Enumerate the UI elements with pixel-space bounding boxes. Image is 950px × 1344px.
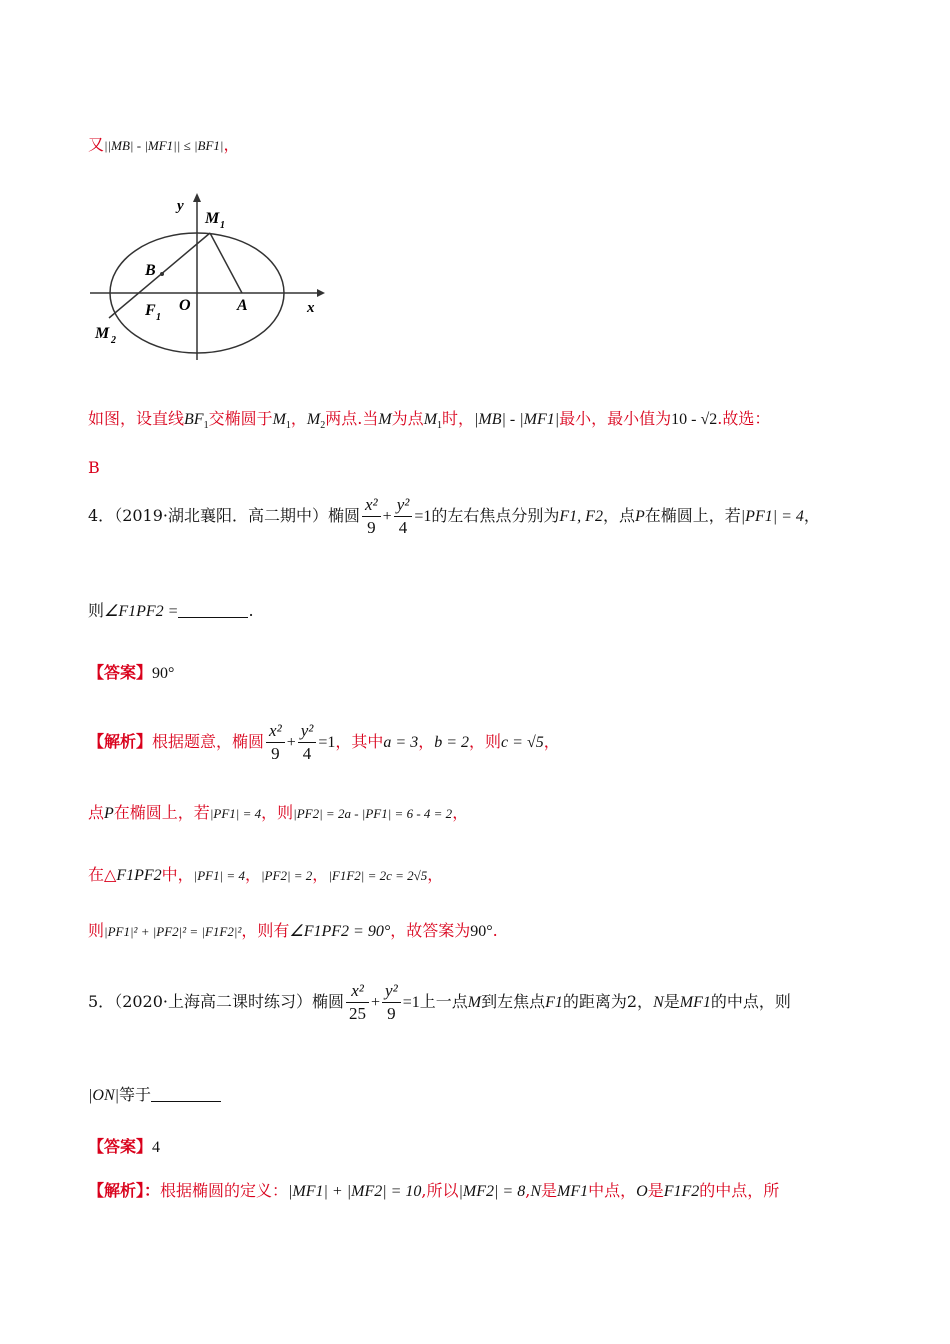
line-bf1	[109, 233, 210, 318]
text-line-2: 如图，设直线$BF_1$交椭圆于$M_1$，$M_2$两点.当M为点$M_1$时，|MB| - |MF1|最小，最小值为10 - √2.故选：	[88, 409, 771, 431]
math-m2: M	[306, 411, 321, 428]
text: 时，	[442, 409, 475, 428]
question-5: 5．（2020·上海高二课时练习）椭圆 $\frac{\text{x²}}{25}$ + $\frac{\text{y²}}{9}$ =1上一点M到左焦点F1的距离为2，N是MF1的中点，则	[88, 981, 791, 1023]
math-b: b = 2	[434, 734, 470, 751]
label-y: y	[177, 198, 184, 214]
solution-4-line-1: 【解析】根据题意，椭圆 $\frac{\text{x²}}{9}$ + $\frac{\text{y²}}{4}$ =1，其中a = 3，b = 2，则c = √5，	[88, 721, 560, 763]
math-m1-b: M	[423, 411, 438, 428]
ellipse-figure	[85, 190, 325, 365]
fraction-y2-9: $\frac{\text{y²}}{9}$	[382, 980, 401, 1025]
text: 交椭圆于	[208, 409, 273, 428]
math-foci: F1, F2	[559, 508, 603, 525]
math-bf1: BF	[184, 411, 204, 428]
text: ，点	[602, 506, 635, 525]
text: 根据题意，椭圆	[152, 732, 265, 751]
text: 的左右焦点分别为	[431, 506, 560, 525]
x-axis-arrow	[317, 289, 325, 297]
math-min-value: 10 - √2	[671, 411, 718, 428]
math-angle: ∠F1PF2 =	[104, 603, 179, 620]
answer-label: 【答案】	[88, 1137, 153, 1156]
fraction-y2-4: $\frac{\text{y²}}{4}$	[298, 720, 317, 765]
label-f1-sub: 1	[156, 312, 161, 323]
label-m1: M	[205, 210, 220, 227]
math-diff: |MB| - |MF1|	[474, 411, 560, 428]
answer-5	[88, 1134, 862, 1157]
question-source: （2019·湖北襄阳．高二期中）	[114, 506, 328, 525]
solution-4-line-2: 点P在椭圆上，若|PF1| = 4，则|PF2| = 2a - |PF1| = 6 - 4 = 2，	[88, 803, 469, 822]
question-number: 4．	[88, 506, 115, 525]
math-inequality: ||MB| - |MF1|| ≤ |BF1|	[104, 138, 224, 153]
fraction-x2-25: $\frac{\text{x²}}{25}$	[346, 980, 369, 1025]
text: .故选：	[717, 409, 771, 428]
label-b: B	[145, 262, 156, 279]
answer-blank	[151, 1087, 221, 1102]
answer-4	[88, 660, 862, 683]
text: 最小，最小值为	[559, 409, 672, 428]
text: ，	[803, 506, 820, 525]
text-line-1	[88, 132, 862, 155]
solution-label: 【解析】：	[88, 1181, 161, 1200]
text: 两点.当	[325, 409, 379, 428]
solution-label: 【解析】	[88, 732, 153, 751]
label-o: O	[179, 297, 191, 314]
label-x: x	[307, 300, 315, 316]
math-m1: M	[272, 411, 286, 428]
text: 为点	[391, 409, 424, 428]
text: 如图，设直线	[88, 409, 185, 428]
label-m2-sub: 2	[111, 335, 116, 346]
label-f1: F	[145, 302, 156, 319]
math-pf1: |PF1| = 4	[740, 508, 804, 525]
question-number: 5．	[88, 992, 115, 1011]
text-line-3	[88, 458, 862, 477]
solution-4-line-4: 则|PF1|² + |PF2|² = |F1F2|²，则有∠F1PF2 = 90°，故答案为90°.	[88, 921, 498, 940]
text: .	[248, 601, 254, 620]
text: 在椭圆上，若	[644, 506, 741, 525]
label-a: A	[237, 297, 248, 314]
point-b	[160, 272, 164, 276]
line-m1a	[210, 233, 242, 293]
math-m: M	[378, 411, 392, 428]
fraction-y2-4: $\frac{\text{y²}}{4}$	[394, 494, 413, 539]
text: 椭圆	[328, 506, 361, 525]
question-4-line-2	[88, 598, 862, 621]
answer-value: 90°	[152, 665, 175, 682]
choice-answer: B	[88, 458, 100, 477]
label-m1-sub: 1	[220, 220, 225, 231]
answer-value: 4	[152, 1139, 161, 1156]
text: ，	[223, 135, 240, 154]
answer-blank	[178, 603, 248, 618]
text: 又	[88, 135, 105, 154]
fraction-x2-9: $\frac{\text{x²}}{9}$	[266, 720, 285, 765]
text: ，	[290, 409, 307, 428]
question-source: （2020·上海高二课时练习）	[114, 992, 312, 1011]
question-4: 4．（2019·湖北襄阳．高二期中）椭圆 $\frac{\text{x²}}{9}$ + $\frac{\text{y²}}{4}$ =1的左右焦点分别为F1, F2，点P在椭圆上，若|PF1| = 4，	[88, 495, 820, 537]
math-p: P	[634, 508, 645, 525]
label-m2: M	[95, 325, 110, 342]
math-c: c = √5	[501, 734, 544, 751]
solution-4-line-3: 在△F1PF2中，|PF1| = 4，|PF2| = 2，|F1F2| = 2c = 2√5，	[88, 865, 444, 884]
y-axis-arrow	[193, 193, 201, 202]
math-a: a = 3	[383, 734, 419, 751]
answer-label: 【答案】	[88, 663, 153, 682]
text: 则	[88, 601, 105, 620]
question-5-line-2: |ON|等于	[88, 1082, 862, 1105]
fraction-x2-9: $\frac{\text{x²}}{9}$	[362, 494, 381, 539]
math-on: |ON|	[88, 1087, 120, 1104]
solution-5-line-1: 【解析】：根据椭圆的定义：|MF1| + |MF2| = 10,所以|MF2| = 8,N是MF1中点，O是F1F2的中点，所	[88, 1181, 780, 1200]
